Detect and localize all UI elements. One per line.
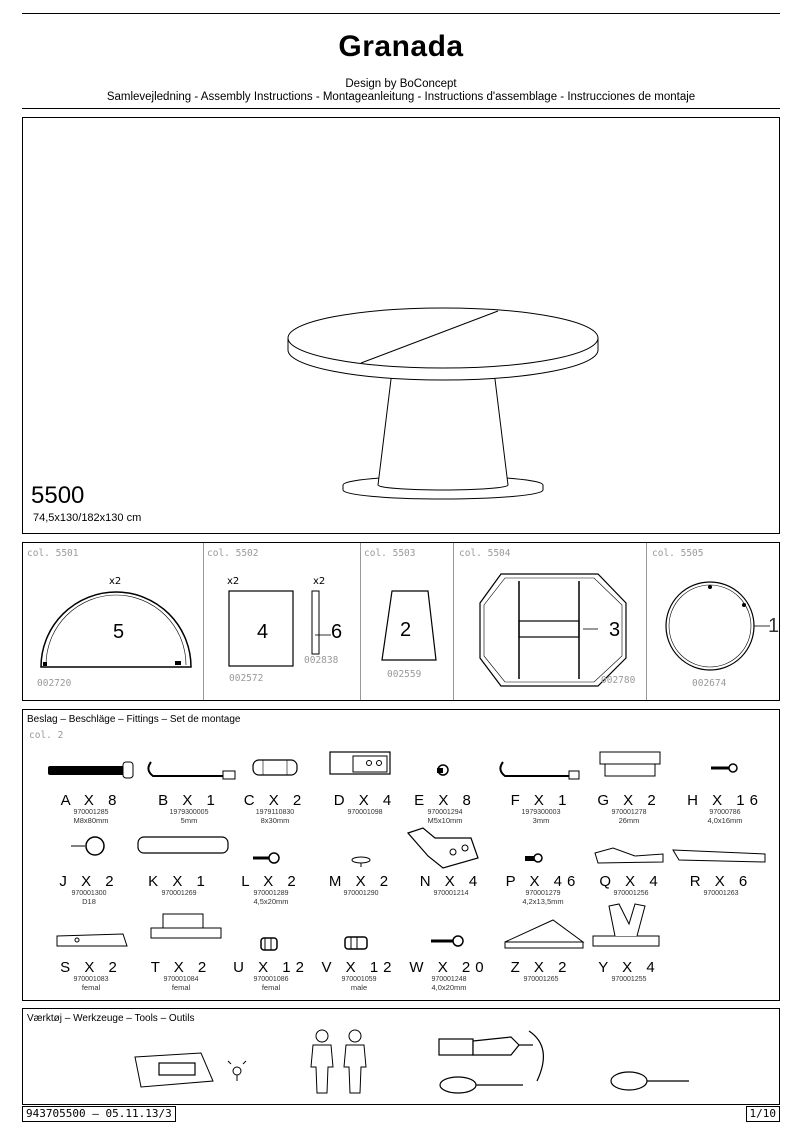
component-5505 [646,543,779,700]
fitting-V: V X 12 970001059 male [321,959,397,992]
fitting-E: E X 8 970001294 M5x10mm [414,792,476,825]
model-number: 5500 [31,482,85,509]
component-5502 [203,543,361,700]
top-rule [22,13,780,14]
fitting-D: D X 4 970001098 [333,792,397,816]
screw-p-icon [525,854,542,862]
fitting-U: U X 12 970001086 femal [233,959,309,992]
screwdriver-icon [440,1077,523,1093]
tools-illustrations [23,1009,781,1106]
pin-icon [71,837,104,855]
part-number: 1 [768,615,780,637]
qty-label: x2 [109,576,122,587]
languages-line: Samlevejledning - Assembly Instructions - Montageanleitung - Instructions d'assemblage - Instrucciones de montaje [106,91,696,103]
fitting-N: N X 4 970001214 [419,873,483,897]
fittings-illustrations [23,710,781,1002]
fitting-B: B X 1 1979300005 5mm [158,792,220,825]
fitting-Q: Q X 4 970001256 [599,873,663,897]
rod-icon [148,762,235,779]
two-persons-icon [311,1030,366,1093]
fitting-S: S X 2 970001083 femal [60,959,122,992]
document-number: 943705500 – 05.11.13/3 [22,1106,176,1122]
fitting-W: W X 20 970001248 4,0x20mm [409,959,489,992]
screw-w-icon [431,936,463,946]
components-box [22,542,780,701]
fitting-R: R X 6 970001263 [689,873,753,897]
part-number: 3 [609,619,621,641]
tools-title: Værktøj – Werkzeuge – Tools – Outils [27,1013,195,1024]
fitting-P: P X 46 970001279 4,2x13,5mm [505,873,581,906]
wedge-icon [505,920,583,948]
header-rule [22,108,780,109]
latch-icon [595,848,663,863]
bolt-icon [48,762,133,778]
col-label: col. 5503 [364,548,416,559]
designer-credit: Design by BoConcept [345,78,457,90]
fitting-F: F X 1 1979300003 3mm [510,792,572,825]
fittings-box [22,709,780,1001]
col-label: col. 5505 [652,548,704,559]
dowel-icon [253,760,297,775]
screw-icon [437,765,448,775]
part-number: 2 [400,619,412,641]
fittings-title: Beslag – Beschläge – Fittings – Set de montage [27,714,241,725]
mat-icon [135,1053,213,1087]
fitting-Y: Y X 4 970001255 [598,959,660,983]
fitting-H: H X 16 97000786 4,0x16mm [687,792,763,825]
part-code: 002720 [37,678,72,689]
fittings-col: col. 2 [29,730,64,741]
part-number: 4 [257,621,269,643]
bracket-icon [330,752,390,774]
qty-label: x2 [227,576,240,587]
part-number: 5 [113,621,125,643]
product-overview-box [22,117,780,534]
part-code-2: 002838 [304,655,339,666]
clip-icon [600,752,660,776]
part-code: 002559 [387,669,422,680]
page-number: 1/10 [746,1106,781,1122]
fitting-L: L X 2 970001289 4,5x20mm [241,873,301,906]
fitting-J: J X 2 970001300 D18 [59,873,119,906]
col-label: col. 5504 [459,548,511,559]
fitting-T: T X 2 970001084 femal [150,959,212,992]
fitting-A: A X 8 970001285 M8x80mm [60,792,122,825]
wood-screw-icon [711,764,737,772]
light-bulb-icon [228,1061,246,1081]
part-code: 002780 [601,675,636,686]
fitting-M: M X 2 970001290 [328,873,394,897]
part-number-2: 6 [331,621,343,643]
component-5504 [453,543,647,700]
fitting-G: G X 2 970001278 26mm [597,792,661,825]
col-label: col. 5502 [207,548,259,559]
screwdriver-2-icon [611,1072,689,1090]
col-label: col. 5501 [27,548,79,559]
guide-rail-icon [673,850,765,862]
component-5501 [23,543,204,700]
angle-bracket-icon [408,828,478,868]
connector-t-icon [151,914,221,938]
bolt-v-icon [345,937,367,949]
small-rod-icon [500,762,579,779]
table-illustration [23,118,781,535]
qty-label-2: x2 [313,576,326,587]
button-icon [352,857,370,867]
sleeve-icon [261,938,277,950]
drill-icon [439,1031,543,1081]
dimensions: 74,5x130/182x130 cm [33,512,142,524]
bracket-y-icon [593,904,659,946]
fitting-C: C X 2 1979110830 8x30mm [243,792,307,825]
page-title: Granada [338,30,464,63]
screw-l-icon [253,853,279,863]
part-code: 002572 [229,673,264,684]
part-code: 002674 [692,678,727,689]
fitting-Z: Z X 2 970001265 [510,959,572,983]
component-5503 [360,543,454,700]
plate-icon [138,837,228,853]
connector-s-icon [57,934,127,946]
fitting-K: K X 1 970001269 [148,873,210,897]
tools-box [22,1008,780,1105]
